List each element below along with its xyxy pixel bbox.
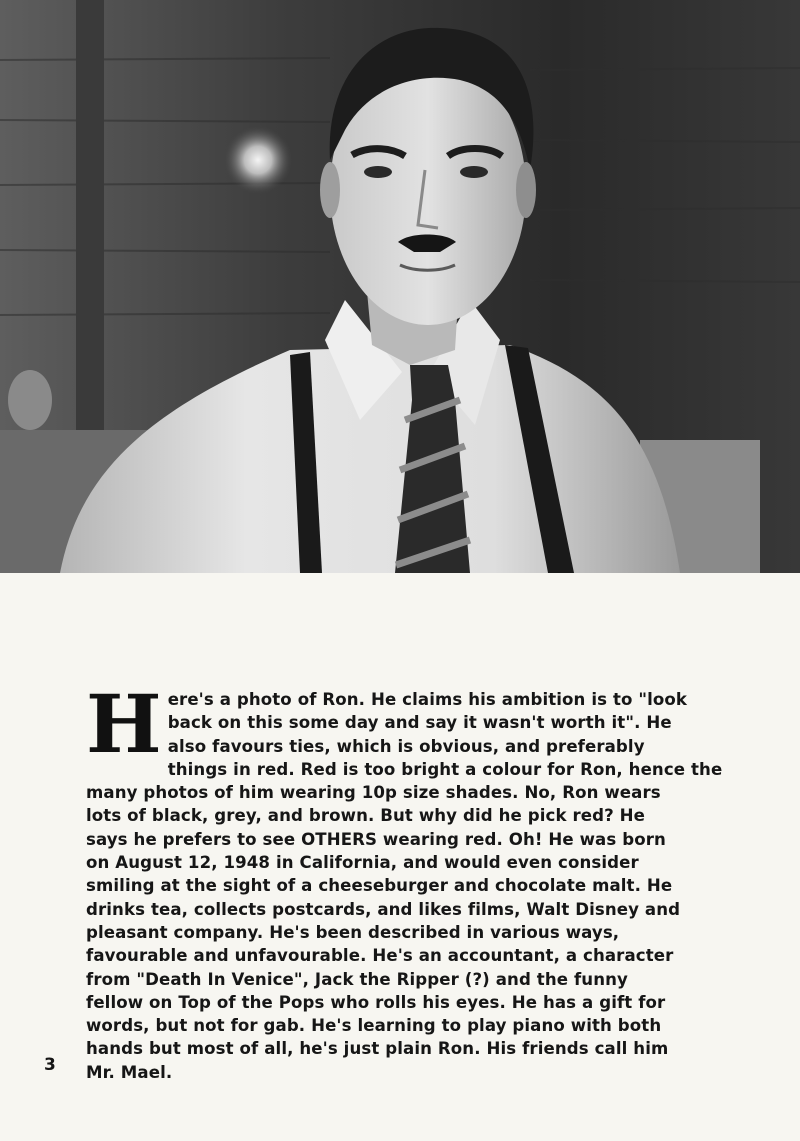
drop-cap: H [86,677,162,771]
article-line: favourable and unfavourable. He's an accountant, a character [86,946,674,966]
article-line: Mr. Mael. [86,1062,173,1082]
article-line: ere's a photo of Ron. He claims his ambition is to "look [167,690,688,709]
article-line: also favours ties, which is obvious, and preferably [167,736,645,756]
page-number: 3 [44,1055,56,1075]
article-line: says he prefers to see OTHERS wearing red. Oh! He was born [86,829,666,849]
article-line: things in red. Red is too bright a colour for Ron, hence the [167,759,723,779]
article-line: on August 12, 1948 in California, and would even consider [86,853,639,873]
article-line: many photos of him wearing 10p size shades. No, Ron wears [86,783,661,803]
article-line: back on this some day and say it wasn't worth it". He [167,713,672,733]
article-line: lots of black, grey, and brown. But why did he pick red? He [86,806,646,826]
article-line: smiling at the sight of a cheeseburger and chocolate malt. He [86,876,673,896]
article-line: drinks tea, collects postcards, and likes films, Walt Disney and [86,899,681,919]
article-line: fellow on Top of the Pops who rolls his eyes. He has a gift for [86,992,666,1012]
article-line: from "Death In Venice", Jack the Ripper (?) and the funny [86,969,628,989]
article-line: hands but most of all, he's just plain Ron. His friends call him [86,1039,669,1059]
article-body [86,677,750,1084]
article-line: words, but not for gab. He's learning to play piano with both [86,1016,662,1036]
article-line: pleasant company. He's been described in various ways, [86,922,620,942]
